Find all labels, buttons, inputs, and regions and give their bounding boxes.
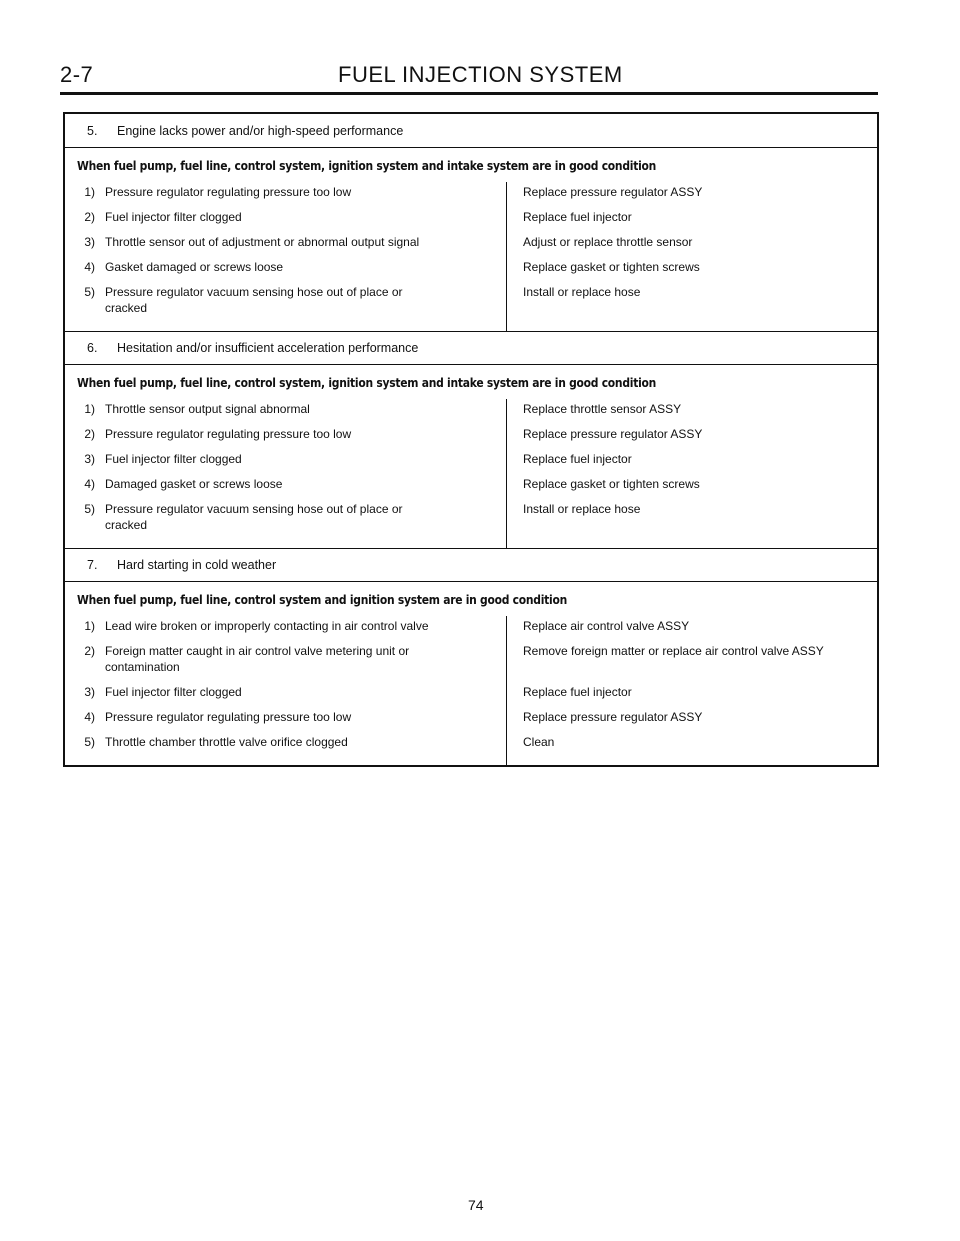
cause-text: Throttle sensor output signal abnormal <box>105 402 310 416</box>
cause-text: Foreign matter caught in air control valve metering unit or contamination <box>105 644 410 674</box>
symptom-heading <box>65 114 877 148</box>
list-item <box>65 643 877 675</box>
condition-wrap <box>65 582 877 616</box>
cause-text: Pressure regulator vacuum sensing hose out of place or cracked <box>105 502 403 532</box>
symptom-text: Engine lacks power and/or high-speed performance <box>117 123 404 138</box>
cause-remedy-list <box>65 616 877 765</box>
item-number: 4) <box>84 710 95 724</box>
item-number: 3) <box>84 685 95 699</box>
symptom-number: 7. <box>87 558 98 572</box>
list-item <box>65 234 877 250</box>
remedy-text: Install or replace hose <box>523 285 641 299</box>
cause-text: Fuel injector filter clogged <box>105 452 242 466</box>
symptom-heading <box>65 548 877 582</box>
cause-text: Throttle chamber throttle valve orifice clogged <box>105 735 348 749</box>
list-item <box>65 734 877 750</box>
item-number: 4) <box>84 477 95 491</box>
condition-wrap <box>65 365 877 399</box>
remedy-text: Replace fuel injector <box>523 210 632 224</box>
remedy-text: Replace gasket or tighten screws <box>523 260 700 274</box>
remedy-text: Clean <box>523 735 555 749</box>
cause-remedy-list <box>65 182 877 331</box>
list-item <box>65 451 877 467</box>
list-item <box>65 684 877 700</box>
remedy-text: Replace pressure regulator ASSY <box>523 185 703 199</box>
list-item <box>65 284 877 316</box>
remedy-text: Replace gasket or tighten screws <box>523 477 700 491</box>
page-header <box>60 62 878 95</box>
item-number: 5) <box>84 285 95 299</box>
cause-text: Pressure regulator regulating pressure too low <box>105 427 352 441</box>
symptom-heading <box>65 331 877 365</box>
item-number: 1) <box>84 402 95 416</box>
item-number: 5) <box>84 502 95 516</box>
list-item <box>65 501 877 533</box>
symptom-section <box>65 114 877 331</box>
list-item <box>65 209 877 225</box>
condition-heading: When fuel pump, fuel line, control system, ignition system and intake system are in good condition <box>77 157 657 173</box>
page-number: 74 <box>468 1197 484 1213</box>
list-item <box>65 426 877 442</box>
condition-wrap <box>65 148 877 182</box>
remedy-text: Replace air control valve ASSY <box>523 619 690 633</box>
symptom-text: Hesitation and/or insufficient acceleration performance <box>117 341 419 355</box>
page-title: FUEL INJECTION SYSTEM <box>338 62 623 87</box>
cause-text: Pressure regulator regulating pressure too low <box>105 710 352 724</box>
cause-text: Throttle sensor out of adjustment or abnormal output signal <box>105 235 420 249</box>
cause-text: Lead wire broken or improperly contacting in air control valve <box>105 619 429 633</box>
symptom-section <box>65 548 877 765</box>
remedy-text: Replace throttle sensor ASSY <box>523 402 682 416</box>
remedy-text: Replace fuel injector <box>523 685 632 699</box>
list-item <box>65 618 877 634</box>
remedy-text: Replace fuel injector <box>523 452 632 466</box>
remedy-text: Replace pressure regulator ASSY <box>523 427 703 441</box>
item-number: 4) <box>84 260 95 274</box>
item-number: 1) <box>84 619 95 633</box>
item-number: 2) <box>84 644 95 658</box>
condition-heading: When fuel pump, fuel line, control system and ignition system are in good condition <box>77 591 568 607</box>
troubleshooting-table <box>63 112 879 767</box>
cause-text: Pressure regulator vacuum sensing hose out of place or cracked <box>105 285 403 315</box>
remedy-text: Install or replace hose <box>523 502 641 516</box>
cause-remedy-list <box>65 399 877 548</box>
symptom-number: 6. <box>87 341 98 355</box>
item-number: 5) <box>84 735 95 749</box>
list-item <box>65 709 877 725</box>
section-number: 2-7 <box>60 62 94 87</box>
item-number: 2) <box>84 427 95 441</box>
cause-text: Fuel injector filter clogged <box>105 685 242 699</box>
list-item <box>65 259 877 275</box>
cause-text: Damaged gasket or screws loose <box>105 477 283 491</box>
symptom-number: 5. <box>87 123 98 138</box>
item-number: 3) <box>84 235 95 249</box>
symptom-text: Hard starting in cold weather <box>117 558 277 572</box>
remedy-text: Replace pressure regulator ASSY <box>523 710 703 724</box>
item-number: 3) <box>84 452 95 466</box>
list-item <box>65 476 877 492</box>
remedy-text: Adjust or replace throttle sensor <box>523 235 693 249</box>
item-number: 1) <box>84 185 95 199</box>
cause-text: Pressure regulator regulating pressure too low <box>105 185 352 199</box>
list-item <box>65 184 877 200</box>
list-item <box>65 401 877 417</box>
cause-text: Gasket damaged or screws loose <box>105 260 284 274</box>
symptom-section <box>65 331 877 548</box>
remedy-text: Remove foreign matter or replace air control valve ASSY <box>523 644 824 658</box>
cause-text: Fuel injector filter clogged <box>105 210 242 224</box>
condition-heading: When fuel pump, fuel line, control system, ignition system and intake system are in good condition <box>77 374 657 390</box>
item-number: 2) <box>84 210 95 224</box>
